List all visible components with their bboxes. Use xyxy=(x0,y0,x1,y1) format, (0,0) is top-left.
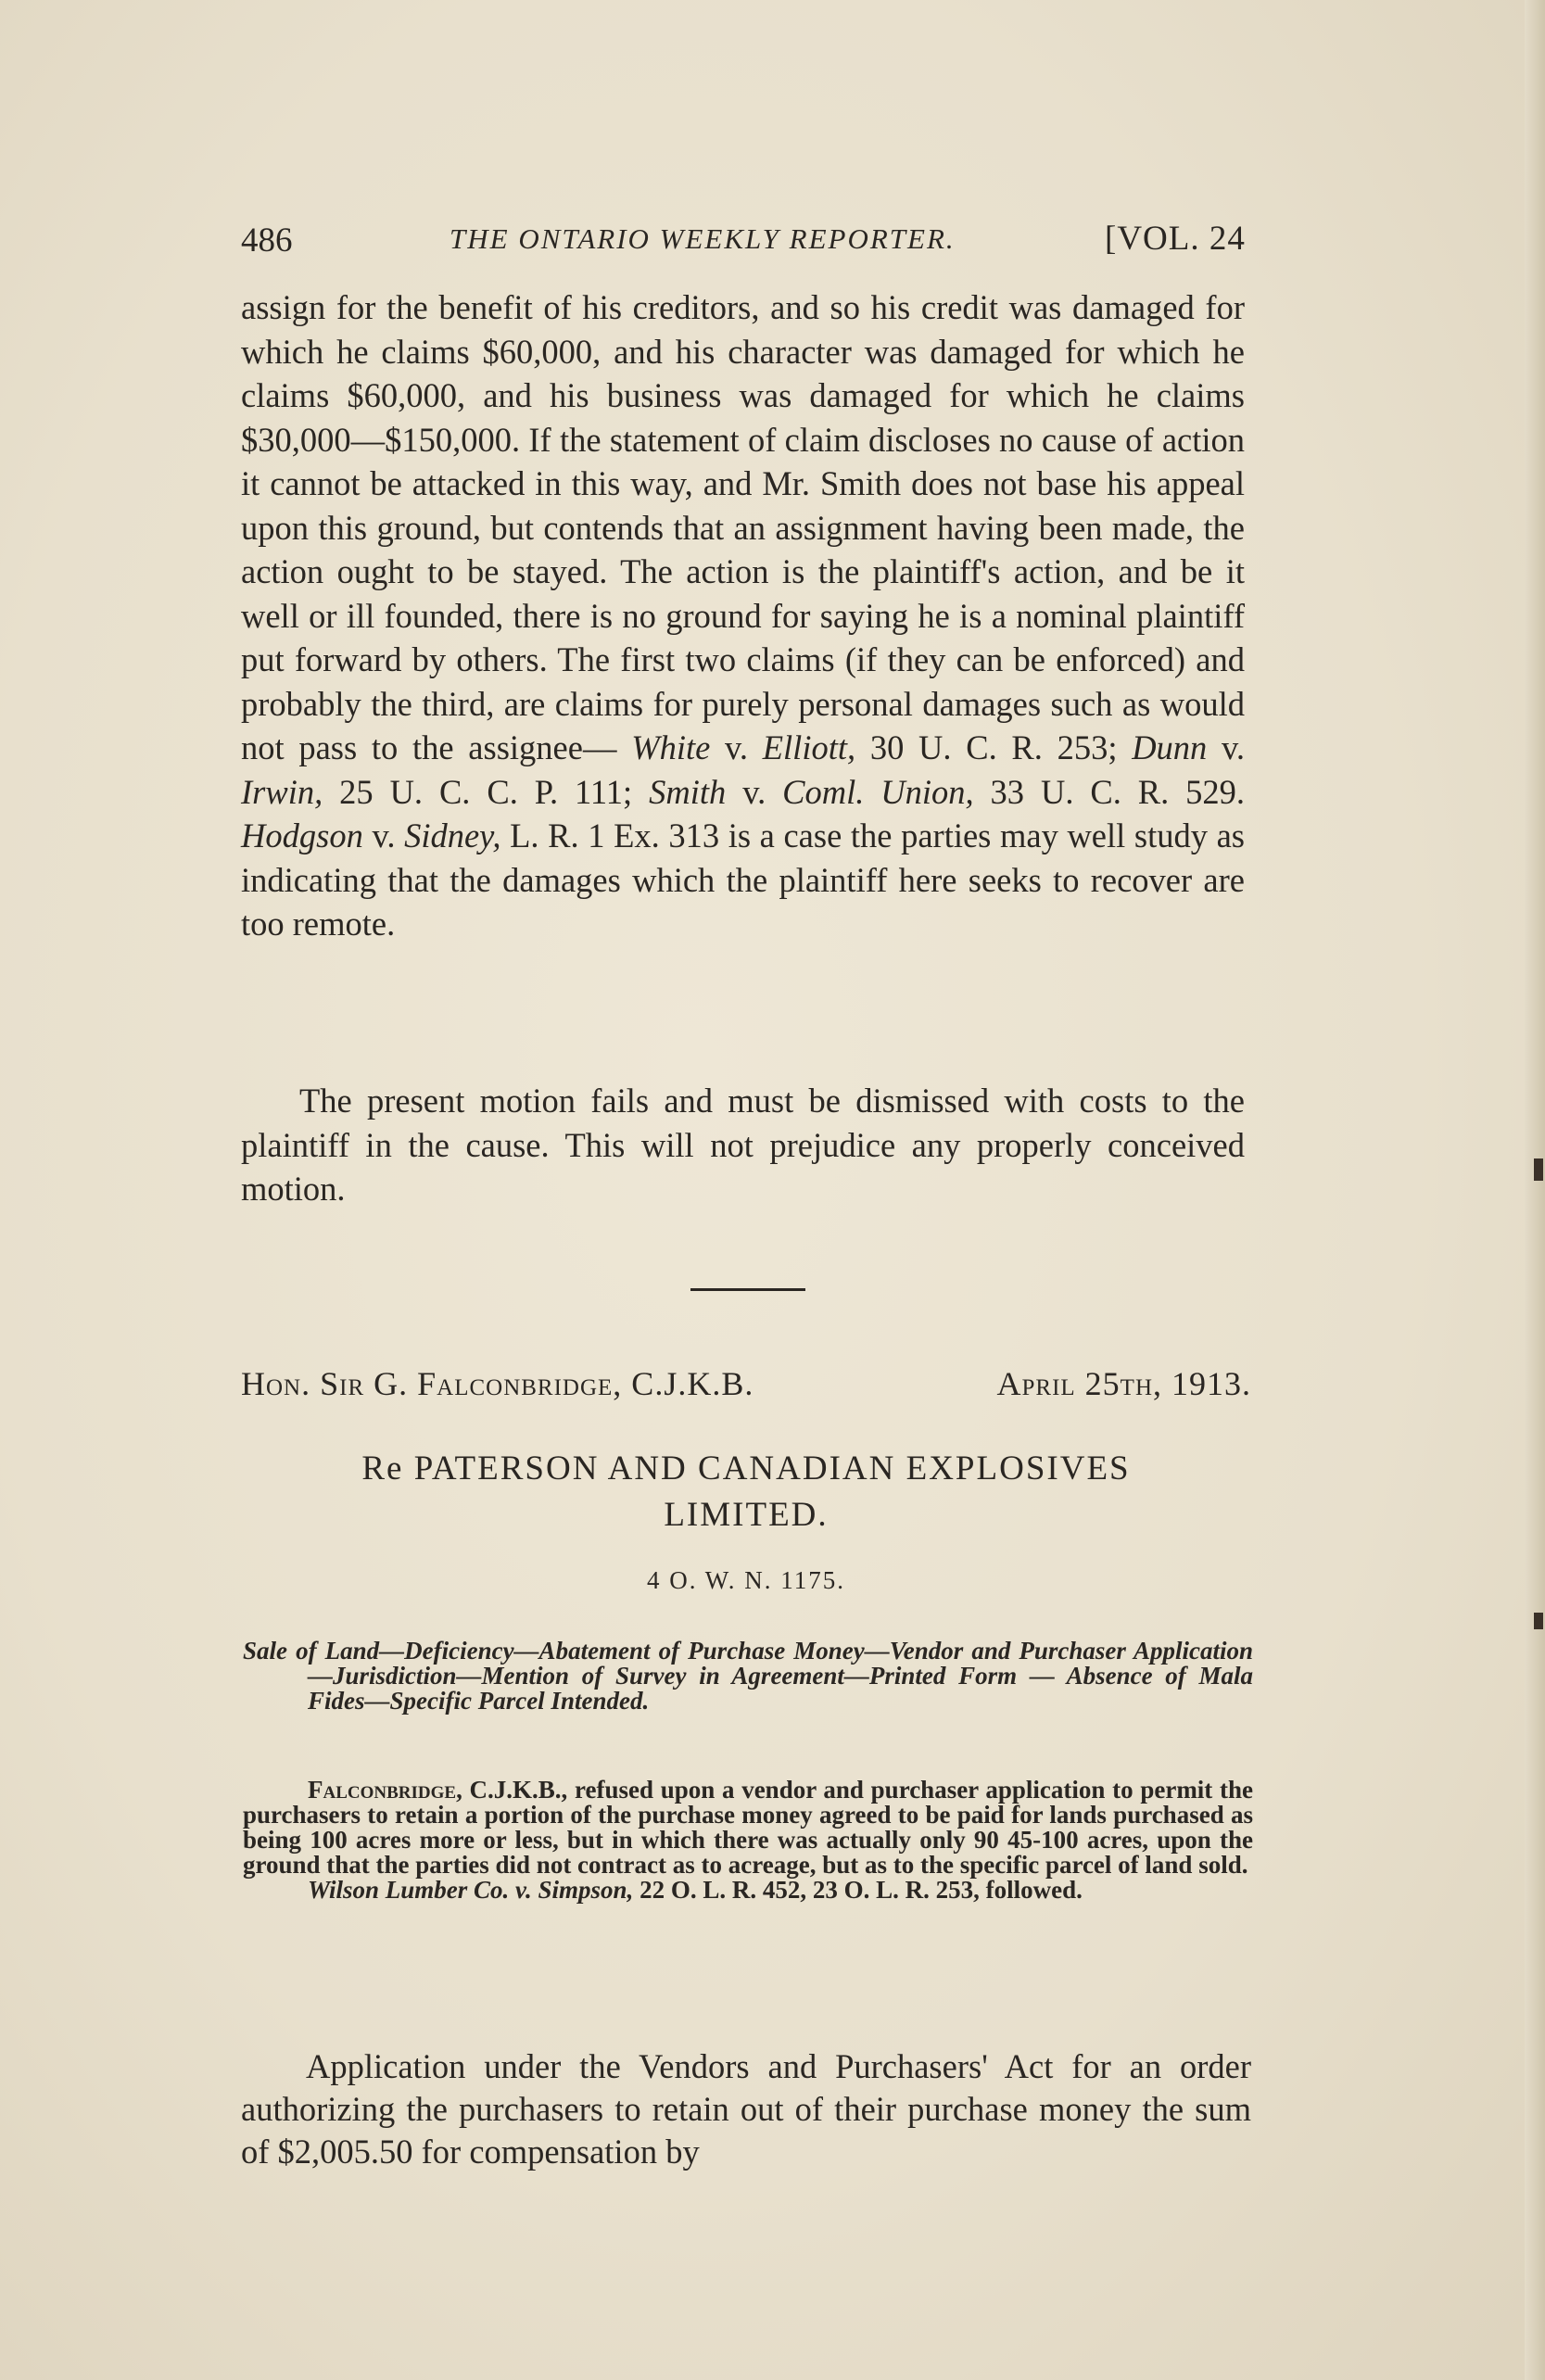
summary-judge: Falconbridge, C.J.K.B., xyxy=(308,1776,568,1804)
case-name: Dunn xyxy=(1132,728,1208,766)
case-reference: 33 U. C. R. 529. xyxy=(990,772,1245,811)
paragraph-2 xyxy=(241,1079,1245,1211)
case-name: Smith xyxy=(649,772,727,811)
report-citation: 4 O. W. N. 1175. xyxy=(646,1566,845,1594)
volume-label: [VOL. 24 xyxy=(1105,220,1246,258)
edge-mark xyxy=(1534,1613,1543,1629)
application-text: Application under the Vendors and Purchasers' Act for an order authorizing the purchasers to retain out of their purchase money the sum of $2,005.50 for compensation by xyxy=(241,2047,1251,2171)
case-reference: 30 U. C. R. 253; xyxy=(869,728,1118,766)
decision-date: April 25th, 1913. xyxy=(996,1365,1251,1402)
case-reference: 25 U. C. C. P. 111; xyxy=(339,772,633,811)
page-edge xyxy=(1525,0,1545,2380)
case-title xyxy=(241,1446,1251,1538)
edge-mark xyxy=(1534,1158,1543,1181)
headnote-text: Sale of Land—Deficiency—Abatement of Purchase Money—Vendor and Purchaser Application—Jurisdiction—Mention of Survey in Agreement—Printed Form — Absence of Mala Fides—Specific Parcel Intended. xyxy=(243,1637,1253,1715)
paragraph-1-text-b: L. R. 1 Ex. 313 is a case the parties may well study as indicating that the damages which the plaintiff here seeks to recover are too remote. xyxy=(241,817,1246,943)
summary-text: refused upon a vendor and purchaser application to permit the purchasers to retain a portion of the purchase money agreed to be paid for lands purchased as being 100 acres more or less, but in which there was actually only 90 45-100 acres, upon the ground that the parties did not contract as to acreage, but as to the specific parcel of land sold. xyxy=(243,1776,1254,1879)
case-name: Hodgson xyxy=(241,817,363,855)
case-name: Irwin, xyxy=(241,772,323,811)
cited-case: Wilson Lumber Co. v. Simpson, xyxy=(308,1876,634,1904)
headnote xyxy=(243,1639,1253,1714)
case-name: Coml. Union, xyxy=(782,772,974,811)
case-title-line-2: LIMITED. xyxy=(664,1496,829,1534)
paragraph-1: assign for the benefit of his creditors, and so his credit was damaged for which he claims $60,000, and his character was damaged for which he claims $60,000, and his business was damaged for which he claims $30,000—$150,000. If the statement of claim discloses no cause of action it cannot be attacked in this way, and Mr. Smith does not base his appeal upon this ground, but contends that an assignment having been made, the action ought to be stayed. The action is the plaintiff's action, and be it well or ill founded, there is no ground for saying he is a nominal plaintiff put forward by others. The first two claims (if they can be enforced) and probably the third, are claims for purely personal damages such as would not pass to the assignee— White v. Elliott, 30 U. C. R. 253; Dunn v. Irwin, 25 U. C. C. P. 111; Smith v. Coml. Union, 33 U. C. R. 529. Hodgson v. Sidney, L. R. 1 Ex. 313 is a case the parties may well study as indicating that the damages which the plaintiff here seeks to recover are too remote. xyxy=(241,288,1246,943)
judge-name: Hon. Sir G. Falconbridge, C.J.K.B. xyxy=(241,1365,754,1402)
section-divider xyxy=(690,1288,805,1291)
case-name: Sidney, xyxy=(404,817,501,855)
case-summary xyxy=(243,1778,1253,1903)
application-paragraph xyxy=(241,2045,1251,2173)
case-name: Elliott, xyxy=(762,728,856,766)
running-title: THE ONTARIO WEEKLY REPORTER. xyxy=(450,222,956,255)
case-title-line-1: Re PATERSON AND CANADIAN EXPLOSIVES xyxy=(361,1450,1131,1488)
page-number: 486 xyxy=(241,222,293,260)
paragraph-1-text-a: assign for the benefit of his creditors, and so his credit was damaged for which he claims $60,000, and his character was damaged for which he claims $60,000, and his business was damaged for which he claims $30,000—$150,000. If the statement of claim discloses no cause of action it cannot be attacked in this way, and Mr. Smith does not base his appeal upon this ground, but contends that an assignment having been made, the action ought to be stayed. The action is the plaintiff's action, and be it well or ill founded, there is no ground for saying he is a nominal plaintiff put forward by others. The first two claims (if they can be enforced) and probably the third, are claims for purely personal damages such as would not pass to the assignee— xyxy=(241,288,1245,766)
paragraph-2-text: The present motion fails and must be dismissed with costs to the plaintiff in the cause. This will not prejudice any properly conceived motion. xyxy=(241,1082,1245,1208)
running-header xyxy=(241,211,1251,267)
case-name: White xyxy=(631,728,711,766)
cited-reference: 22 O. L. R. 452, 23 O. L. R. 253, followed. xyxy=(640,1876,1083,1904)
judge-line xyxy=(241,1364,1251,1403)
